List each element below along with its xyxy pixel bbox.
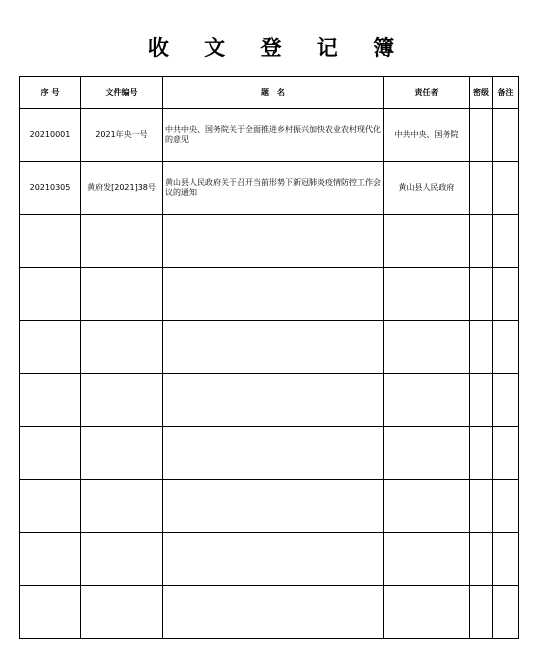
- cell-seq: [20, 480, 81, 533]
- cell-doc-title: [163, 427, 384, 480]
- cell-secrecy: [470, 321, 493, 374]
- cell-responsible: [384, 586, 470, 639]
- table-row: [20, 480, 519, 533]
- table-row: [20, 427, 519, 480]
- cell-secrecy: [470, 162, 493, 215]
- cell-seq: [20, 586, 81, 639]
- cell-secrecy: [470, 374, 493, 427]
- cell-responsible: [384, 321, 470, 374]
- cell-secrecy: [470, 215, 493, 268]
- header-secrecy: 密级: [470, 77, 493, 109]
- cell-secrecy: [470, 533, 493, 586]
- table-row: [20, 374, 519, 427]
- cell-doc-title: [163, 321, 384, 374]
- table-row: [20, 268, 519, 321]
- cell-remarks: [493, 586, 519, 639]
- cell-responsible: [384, 427, 470, 480]
- register-body: [20, 109, 519, 639]
- register-table: [19, 76, 519, 639]
- table-row: [20, 109, 519, 162]
- cell-secrecy: [470, 480, 493, 533]
- header-remarks: 备注: [493, 77, 519, 109]
- cell-doc-no: [81, 374, 163, 427]
- cell-remarks: [493, 162, 519, 215]
- cell-doc-no: [81, 215, 163, 268]
- cell-secrecy: [470, 427, 493, 480]
- cell-seq: 20210001: [20, 109, 81, 162]
- header-responsible: 责任者: [384, 77, 470, 109]
- cell-doc-no: [81, 321, 163, 374]
- cell-doc-no: [81, 268, 163, 321]
- cell-responsible: 黄山县人民政府: [384, 162, 470, 215]
- cell-seq: [20, 215, 81, 268]
- cell-seq: [20, 321, 81, 374]
- cell-doc-no: 黄府发[2021]38号: [81, 162, 163, 215]
- cell-secrecy: [470, 268, 493, 321]
- cell-doc-no: [81, 533, 163, 586]
- cell-responsible: [384, 480, 470, 533]
- cell-remarks: [493, 427, 519, 480]
- cell-doc-title: [163, 480, 384, 533]
- cell-doc-no: [81, 427, 163, 480]
- header-seq: 序 号: [20, 77, 81, 109]
- cell-remarks: [493, 533, 519, 586]
- cell-responsible: [384, 215, 470, 268]
- table-row: [20, 533, 519, 586]
- cell-doc-no: [81, 586, 163, 639]
- cell-seq: [20, 427, 81, 480]
- cell-doc-title: [163, 533, 384, 586]
- cell-doc-title: 中共中央、国务院关于全面推进乡村振兴加快农业农村现代化的意见: [163, 109, 384, 162]
- cell-doc-title: [163, 374, 384, 427]
- table-row: [20, 162, 519, 215]
- cell-doc-no: 2021年央一号: [81, 109, 163, 162]
- cell-responsible: [384, 268, 470, 321]
- cell-seq: [20, 374, 81, 427]
- table-row: [20, 586, 519, 639]
- cell-doc-no: [81, 480, 163, 533]
- cell-doc-title: [163, 215, 384, 268]
- cell-responsible: 中共中央、国务院: [384, 109, 470, 162]
- cell-secrecy: [470, 109, 493, 162]
- cell-responsible: [384, 374, 470, 427]
- header-row: [20, 77, 519, 109]
- table-row: [20, 321, 519, 374]
- cell-seq: [20, 268, 81, 321]
- cell-doc-title: [163, 268, 384, 321]
- cell-doc-title: 黄山县人民政府关于召开当前形势下新冠肺炎疫情防控工作会议的通知: [163, 162, 384, 215]
- cell-remarks: [493, 321, 519, 374]
- cell-remarks: [493, 480, 519, 533]
- header-doc-title: 题 名: [163, 77, 384, 109]
- cell-doc-title: [163, 586, 384, 639]
- table-row: [20, 215, 519, 268]
- page-title: 收 文 登 记 簿: [147, 36, 409, 60]
- cell-responsible: [384, 533, 470, 586]
- cell-remarks: [493, 268, 519, 321]
- register-header: [20, 77, 519, 109]
- cell-remarks: [493, 215, 519, 268]
- cell-seq: [20, 533, 81, 586]
- header-doc-no: 文件编号: [81, 77, 163, 109]
- cell-remarks: [493, 109, 519, 162]
- cell-secrecy: [470, 586, 493, 639]
- cell-seq: 20210305: [20, 162, 81, 215]
- cell-remarks: [493, 374, 519, 427]
